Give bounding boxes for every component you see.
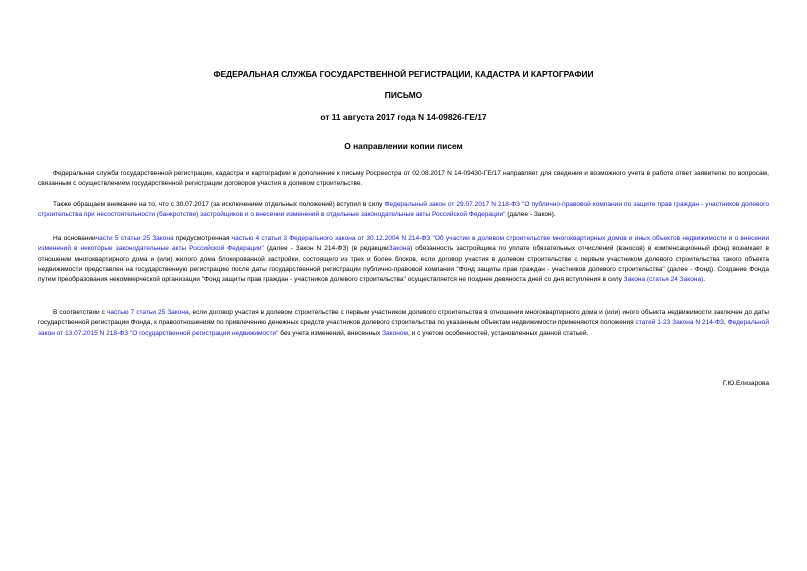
- agency-title: ФЕДЕРАЛЬНАЯ СЛУЖБА ГОСУДАРСТВЕННОЙ РЕГИСТРАЦИИ, КАДАСТРА И КАРТОГРАФИИ: [213, 69, 594, 79]
- paragraph-3: [38, 234, 769, 285]
- p4-text-4: без учета изменений, внесенных: [278, 329, 383, 337]
- article-24-link[interactable]: Закона (статья 24 Закона): [623, 276, 704, 284]
- signature: Г.Ю.Елизарова: [722, 380, 769, 387]
- p4-text-5: , и с учетом особенностей, установленных данной статьей.: [408, 329, 589, 337]
- paragraph-2: [38, 200, 769, 221]
- law-218-link[interactable]: Федеральный закон от 29.07.2017 N 218-ФЗ "О публично-правовой компании по защите прав граждан - участников долевого строительства при несостоятельности (банкротстве) застройщиков и о внесении изменений в отдельные законодательные акты Российской Федерации": [38, 201, 769, 219]
- law-link-2[interactable]: Законом: [382, 329, 408, 337]
- paragraph-1: [38, 169, 769, 190]
- document-date-number: от 11 августа 2017 года N 14-09826-ГЕ/17: [320, 112, 487, 122]
- law-218-registration-link[interactable]: Федеральной закон от 13.07.2015 N 218-ФЗ "О государственной регистрации недвижимости": [38, 319, 769, 337]
- p1-text: Федеральная служба государственной регистрации, кадастра и картографии в дополнение к письму Росреестра от 02.08.2017 N 14-09430-ГЕ/17 направляет для сведения и возможного учета в работе ответ заявителю по вопросам, связанным с осуществлением государственной регистрации договоров участия в долевом строительстве.: [38, 170, 769, 188]
- article-25-part-5-link[interactable]: части 5 статьи 25 Закона: [95, 235, 174, 242]
- p3-text-2: предусмотренная: [173, 235, 232, 242]
- p4-text-3: ,: [723, 319, 728, 327]
- p3-text-3: (далее - Закон N 214-ФЗ) (в редакции: [263, 245, 389, 253]
- paragraph-4: [38, 308, 769, 339]
- p3-text-1: На основании: [53, 235, 96, 242]
- law-214-articles-link[interactable]: статей 1-23 Закона N 214-ФЗ: [635, 319, 724, 327]
- law-214-article-3-link[interactable]: частью 4 статьи 3 Федерального закона от 30.12.2004 N 214-ФЗ "Об участии в долевом строительстве многоквартирных домов и иных объектов недвижимости и о внесении изменений в некоторые законодательные акты Российской Федерации": [38, 235, 769, 253]
- p2-text-2: (далее - Закон).: [505, 211, 556, 219]
- p3-text-4: ) обязанность застройщика по уплате обязательных отчислений (взносов) в компенсационный фонд возникает в отношении многоквартирного дома и (или) жилого дома блокированной застройки, состоящего из трех и более блоков, если договор участия в долевом строительстве с первым участником долевого строительства такого объекта недвижимости представлен на государственную регистрацию после даты государственной регистрации публично-правовой компании "Фонд защиты прав граждан - участников долевого строительства" (далее - Фонд). Создание Фонда путем преобразования некоммерческой организации "Фонд защиты прав граждан - участников долевого строительства" осуществляется не позднее девяноста дней со дня вступления в силу: [38, 245, 770, 284]
- document-subject: О направлении копии писем: [344, 141, 463, 151]
- document-type: ПИСЬМО: [384, 90, 423, 100]
- law-link[interactable]: Закона: [388, 245, 411, 253]
- p4-text-1: В соответствии с: [53, 309, 107, 316]
- p4-text-2: , если договор участия в долевом строительстве с первым участником долевого строительства в отношении многоквартирного дома и (или) иного объекта недвижимости заключен до даты государственной регистрации Фонда, к правоотношениям по привлечению денежных средств участников долевого строительства по указанным объектам недвижимости применяются положения: [38, 309, 769, 327]
- article-25-part-7-link[interactable]: частью 7 статьи 25 Закона: [106, 309, 189, 316]
- p2-text-1: Также обращаем внимание на то, что с 30.07.2017 (за исключением отдельных положений) вступил в силу: [53, 201, 385, 208]
- p3-text-5: .: [703, 276, 706, 284]
